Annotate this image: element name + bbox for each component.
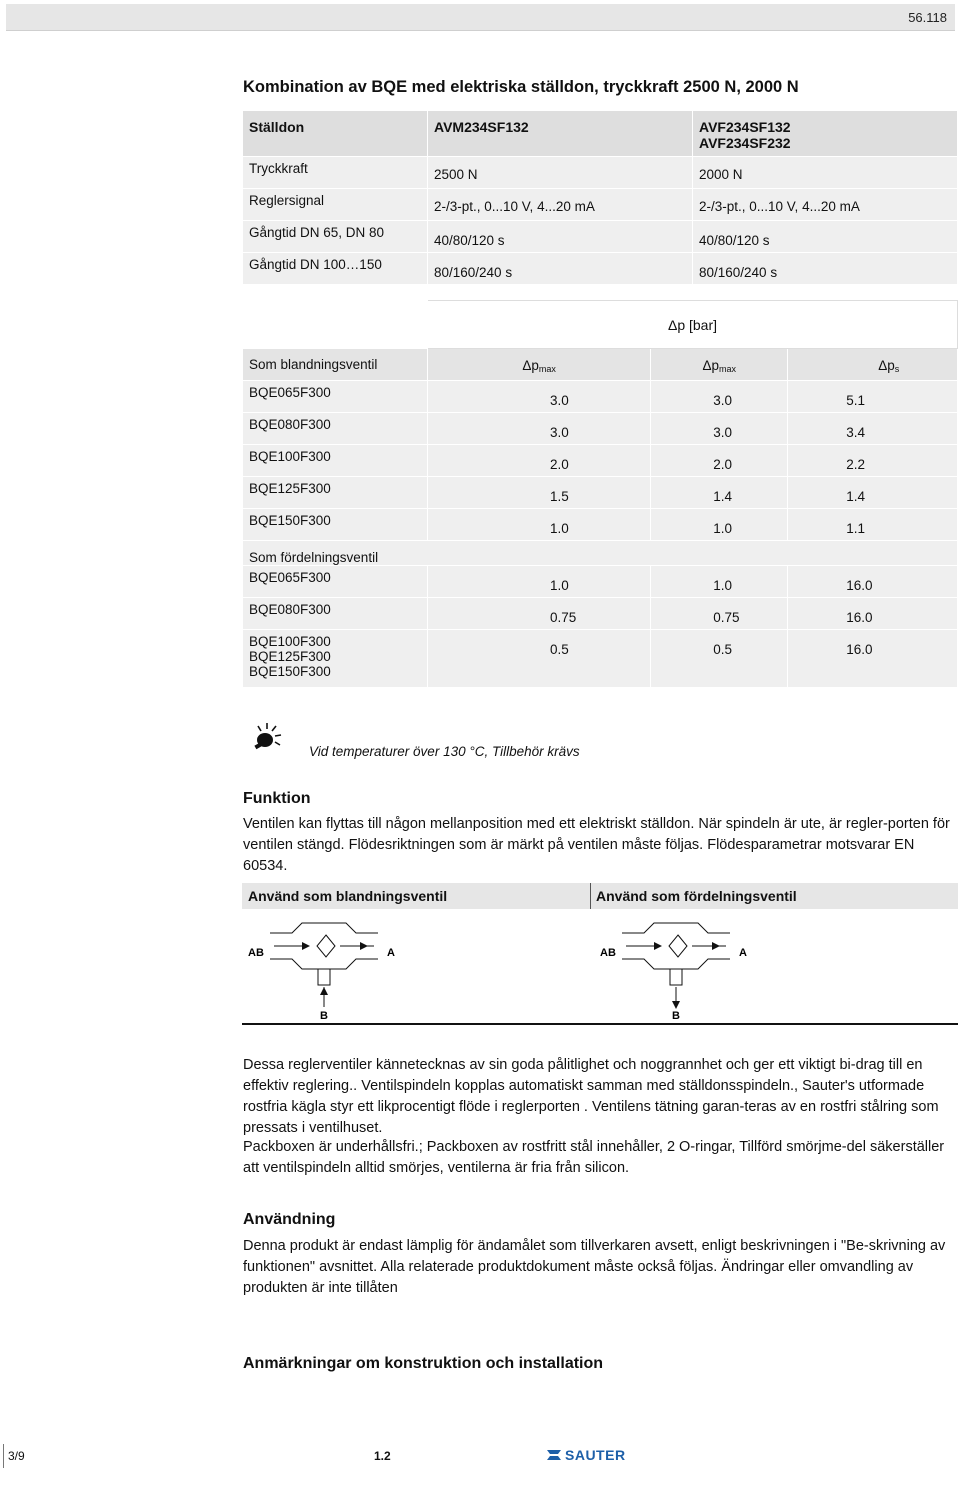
- spec-row-value-a: 40/80/120 s: [428, 221, 693, 253]
- model-line: BQE150F300: [249, 664, 331, 679]
- usage-diagrams: [242, 883, 958, 1025]
- model-cell: BQE125F300: [243, 477, 428, 509]
- funktion-text: Ventilen kan flyttas till någon mellanposition med ett elektriskt ställdon. När spindeln är ute, är regler-porten för ventilen stängd. Flödesriktningen som är märkt på ventilen måste följas. Flödesparametrar motsvarar EN 60534.: [243, 816, 950, 874]
- model-cell: BQE080F300: [243, 598, 428, 630]
- pressure-table: [242, 300, 958, 688]
- value-cell: 1.5: [428, 477, 651, 509]
- table-row: [243, 477, 958, 509]
- temperature-note: Vid temperaturer över 130 °C, Tillbehör krävs: [309, 744, 580, 759]
- lightbulb-icon: [250, 720, 284, 754]
- spec-header-label: Ställdon: [243, 111, 428, 157]
- spec-row-value-a: 80/160/240 s: [428, 253, 693, 285]
- value-cell: 3.0: [428, 381, 651, 413]
- anvandning-text: Denna produkt är endast lämplig för ändamålet som tillverkaren avsett, enligt beskrivningen i "Be-skrivning av funktionen" avsnittet. Alla relaterade produktdokument måste också följas. Ändringar eller omvandling av produkten är inte tillåten: [243, 1238, 946, 1296]
- spec-row-value-b: 2-/3-pt., 0...10 V, 4...20 mA: [693, 189, 958, 221]
- model-cell-multi: [243, 630, 428, 688]
- diverting-valve-diagram: [594, 913, 774, 1021]
- value-cell: 0.5: [428, 630, 651, 688]
- spec-row-label: Tryckkraft: [243, 157, 428, 189]
- spec-row-label: Gångtid DN 65, DN 80: [243, 221, 428, 253]
- spec-header-col-b-line2: AVF234SF232: [699, 135, 791, 151]
- dp-s-header: [788, 349, 958, 381]
- anmarkningar-heading: Anmärkningar om konstruktion och installation: [243, 1355, 604, 1372]
- model-cell: BQE150F300: [243, 509, 428, 541]
- value-cell: 1.0: [428, 509, 651, 541]
- value-cell: 2.2: [788, 445, 958, 477]
- spec-header-col-b-line1: AVF234SF132: [699, 119, 791, 135]
- port-label-b: B: [672, 1010, 680, 1021]
- value-cell: 1.4: [651, 477, 788, 509]
- table-row: [243, 598, 958, 630]
- spec-header-col-b: [693, 111, 958, 157]
- model-line: BQE100F300: [249, 634, 331, 649]
- model-line: BQE125F300: [249, 649, 331, 664]
- value-cell: 1.0: [651, 566, 788, 598]
- value-cell: 5.1: [788, 381, 958, 413]
- value-cell: 1.0: [428, 566, 651, 598]
- diverting-section-label: Som fördelningsventil: [243, 541, 958, 566]
- model-cell: BQE065F300: [243, 566, 428, 598]
- value-cell: 0.5: [651, 630, 788, 688]
- port-label-a: A: [387, 947, 395, 959]
- usage-mixing-header: Använd som blandningsventil: [248, 888, 448, 904]
- value-cell: 1.4: [788, 477, 958, 509]
- table-row: [243, 630, 958, 688]
- pressure-header: Δp [bar]: [428, 301, 958, 349]
- value-cell: 0.75: [651, 598, 788, 630]
- funktion-heading: Funktion: [243, 790, 311, 807]
- mixing-section-row: [243, 349, 958, 381]
- model-cell: BQE080F300: [243, 413, 428, 445]
- pressure-header-blank: [243, 301, 428, 349]
- model-cell: BQE100F300: [243, 445, 428, 477]
- dp-max-header: [428, 349, 651, 381]
- footer-page-number: 3/9: [8, 1449, 25, 1463]
- table-row: [243, 381, 958, 413]
- port-label-b: B: [320, 1010, 328, 1021]
- usage-header-row: [242, 883, 958, 909]
- port-label-a: A: [739, 947, 747, 959]
- port-label-ab: AB: [600, 947, 616, 959]
- pressure-header-row: [243, 301, 958, 349]
- dp-symbol: Δp: [522, 358, 539, 373]
- value-cell: 0.75: [428, 598, 651, 630]
- spec-row-value-a: 2-/3-pt., 0...10 V, 4...20 mA: [428, 189, 693, 221]
- spec-row-label: Reglersignal: [243, 189, 428, 221]
- table-row: [243, 445, 958, 477]
- spec-row-value-b: 40/80/120 s: [693, 221, 958, 253]
- spec-row: [243, 189, 958, 221]
- spec-row-value-b: 80/160/240 s: [693, 253, 958, 285]
- table-row: [243, 566, 958, 598]
- section-title: Kombination av BQE med elektriska ställdon, tryckkraft 2500 N, 2000 N: [243, 78, 799, 96]
- value-cell: 3.0: [428, 413, 651, 445]
- usage-bottom-rule: [242, 1023, 958, 1025]
- footer-version: 1.2: [374, 1449, 391, 1463]
- value-cell: 3.0: [651, 381, 788, 413]
- page-footer: [0, 1438, 960, 1478]
- mixing-section-label: Som blandningsventil: [243, 349, 428, 381]
- spec-row: [243, 253, 958, 285]
- spec-row: [243, 221, 958, 253]
- footer-divider: [3, 1444, 4, 1468]
- spec-header-col-a: AVM234SF132: [428, 111, 693, 157]
- dp-subscript: s: [894, 364, 900, 374]
- value-cell: 1.1: [788, 509, 958, 541]
- usage-diverting-header: Använd som fördelningsventil: [596, 888, 797, 904]
- value-cell: 16.0: [788, 566, 958, 598]
- description-paragraph-2: Packboxen är underhållsfri.; Packboxen av rostfritt stål innehåller, 2 O-ringar, Tillförd smörjme-del säkerställer att ventilspindeln alltid smörjes, ventilerna är fria från silicon.: [243, 1139, 945, 1176]
- value-cell: 1.0: [651, 509, 788, 541]
- page-code: 56.118: [908, 10, 947, 25]
- table-row: [243, 509, 958, 541]
- spec-row-value-b: 2000 N: [693, 157, 958, 189]
- spec-row: [243, 157, 958, 189]
- actuator-spec-table: [242, 110, 958, 285]
- dp-max-header: [651, 349, 788, 381]
- dp-symbol: Δp: [878, 358, 895, 373]
- diverting-section-row: [243, 541, 958, 566]
- usage-divider: [590, 883, 591, 909]
- spec-row-label: Gångtid DN 100…150: [243, 253, 428, 285]
- spec-row-value-a: 2500 N: [428, 157, 693, 189]
- page-header-bar: [6, 4, 955, 31]
- mixing-valve-diagram: [242, 913, 422, 1021]
- value-cell: 3.4: [788, 413, 958, 445]
- sauter-logo-icon: [546, 1448, 562, 1462]
- table-row: [243, 413, 958, 445]
- model-cell: BQE065F300: [243, 381, 428, 413]
- sauter-logo: [546, 1447, 626, 1463]
- port-label-ab: AB: [248, 947, 264, 959]
- value-cell: 2.0: [428, 445, 651, 477]
- description-paragraph-1: Dessa reglerventiler kännetecknas av sin goda pålitlighet och noggrannhet och ger ett viktigt bi-drag till en effektiv reglering.. Ventilspindeln kopplas automatiskt samman med ställdonsspindeln., Sauter's utformade rostfria kägla styr ett likprocentigt flöde i reglerporten . Ventilens tätning garan-teras av en rostfri stålring som pressats i ventilhuset.: [243, 1057, 939, 1136]
- dp-subscript: max: [719, 364, 737, 374]
- spec-header-row: [243, 111, 958, 157]
- anvandning-heading: Användning: [243, 1211, 336, 1228]
- value-cell: 16.0: [788, 630, 958, 688]
- value-cell: 3.0: [651, 413, 788, 445]
- sauter-logo-text: SAUTER: [565, 1447, 626, 1463]
- value-cell: 2.0: [651, 445, 788, 477]
- dp-symbol: Δp: [702, 358, 720, 373]
- value-cell: 16.0: [788, 598, 958, 630]
- dp-subscript: max: [538, 364, 556, 374]
